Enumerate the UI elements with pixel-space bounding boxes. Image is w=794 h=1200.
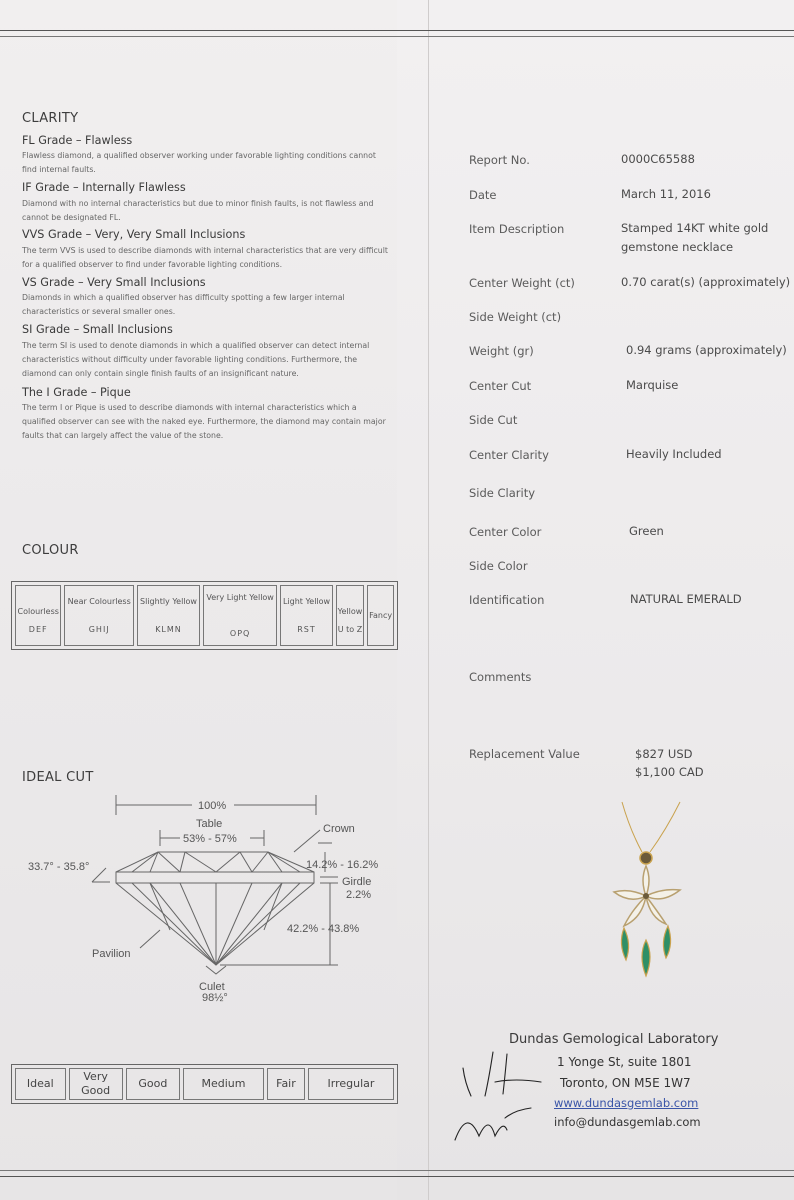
clarity-desc-if: Diamond with no internal characteristics but due to minor finish faults, is not flawless and cannot be designated FL. xyxy=(22,199,374,222)
colour-cell-very-light-yellow: Very Light Yellow OPQ xyxy=(203,585,277,646)
side-clarity-label: Side Clarity xyxy=(469,486,536,500)
signature xyxy=(445,1048,545,1143)
cut-girdle-label: Girdle xyxy=(342,876,372,888)
lab-email[interactable]: info@dundasgemlab.com xyxy=(554,1115,701,1129)
bottom-border xyxy=(0,1176,794,1177)
side-weight-label: Side Weight (ct) xyxy=(469,310,562,324)
bottom-border-inner xyxy=(0,1170,794,1171)
date-value: March 11, 2016 xyxy=(621,187,711,201)
cut-width-label: 100% xyxy=(198,800,227,812)
ideal-cut-diagram xyxy=(20,790,400,1005)
cut-crown-angle: 33.7° - 35.8° xyxy=(28,861,90,873)
clarity-grade-if: IF Grade – Internally Flawless xyxy=(22,181,186,194)
replacement-cad: $1,100 CAD xyxy=(635,765,704,779)
clarity-grade-i: The I Grade – Pique xyxy=(22,386,131,399)
cut-crown-height: 14.2% - 16.2% xyxy=(306,859,379,871)
clarity-grade-vvs: VVS Grade – Very, Very Small Inclusions xyxy=(22,228,246,241)
clarity-heading: CLARITY xyxy=(22,111,79,126)
center-cut-label: Center Cut xyxy=(469,379,532,393)
colour-cell-light-yellow: Light Yellow RST xyxy=(280,585,333,646)
clarity-desc-vs: Diamonds in which a qualified observer has difficulty spotting a few larger internal characteristics or several smaller ones. xyxy=(22,293,345,316)
date-label: Date xyxy=(469,188,497,202)
cut-grade-table xyxy=(11,1064,398,1104)
top-border xyxy=(0,30,794,31)
report-number-label: Report No. xyxy=(469,153,530,167)
cut-pavilion-label: Pavilion xyxy=(92,948,131,960)
colour-scale-table xyxy=(11,581,398,650)
weight-label: Weight (gr) xyxy=(469,344,534,358)
replacement-value-label: Replacement Value xyxy=(469,747,580,761)
cut-culet-label: Culet xyxy=(199,981,225,993)
lab-website-link[interactable]: www.dundasgemlab.com xyxy=(554,1096,699,1110)
colour-cell-near-colourless: Near Colourless GHIJ xyxy=(64,585,134,646)
cut-culet-value: 98½° xyxy=(202,992,228,1004)
lab-address-1: 1 Yonge St, suite 1801 xyxy=(557,1055,692,1069)
side-cut-label: Side Cut xyxy=(469,413,518,427)
colour-cell-slightly-yellow: Slightly Yellow KLMN xyxy=(137,585,200,646)
top-border-inner xyxy=(0,36,794,37)
clarity-desc-vvs: The term VVS is used to describe diamonds with internal characteristics that are very difficult for a qualified observer to find under favorable lighting conditions. xyxy=(22,246,388,269)
center-weight-value: 0.70 carat(s) (approximately) xyxy=(621,275,791,289)
item-description-label: Item Description xyxy=(469,222,565,236)
center-weight-label: Center Weight (ct) xyxy=(469,276,575,290)
clarity-desc-si: The term SI is used to denote diamonds in which a qualified observer can detect internal characteristics without difficulty under favorable lighting conditions. Furthermore, the diamond can only contain single finish faults of an insignificant nature. xyxy=(22,341,370,378)
ideal-cut-heading: IDEAL CUT xyxy=(22,770,94,785)
cut-crown-label: Crown xyxy=(323,823,355,835)
clarity-desc-i: The term I or Pique is used to describe diamonds with internal characteristics which a qualified observer can see with the naked eye. Furthermore, the diamond may contain major faults that can largely affect the value of the stone. xyxy=(22,403,386,440)
center-color-value: Green xyxy=(629,524,664,538)
cut-table-label: Table xyxy=(196,818,223,830)
colour-heading: COLOUR xyxy=(22,543,79,558)
side-color-label: Side Color xyxy=(469,559,528,573)
colour-cell-fancy: Fancy xyxy=(367,585,394,646)
cut-grade-ideal: Ideal xyxy=(15,1068,66,1100)
cut-grade-very-good: Very Good xyxy=(69,1068,123,1100)
item-description-value: Stamped 14KT white gold gemstone necklace xyxy=(621,221,769,254)
clarity-grade-si: SI Grade – Small Inclusions xyxy=(22,323,173,336)
lab-address-2: Toronto, ON M5E 1W7 xyxy=(560,1076,691,1090)
clarity-grade-fl: FL Grade – Flawless xyxy=(22,134,133,147)
center-cut-value: Marquise xyxy=(626,378,679,392)
identification-label: Identification xyxy=(469,593,545,607)
cut-grade-medium: Medium xyxy=(183,1068,264,1100)
identification-value: NATURAL EMERALD xyxy=(630,592,742,606)
clarity-desc-fl: Flawless diamond, a qualified observer working under favorable lighting conditions cannot find internal faults. xyxy=(22,151,376,174)
cut-grade-irregular: Irregular xyxy=(308,1068,394,1100)
cut-grade-fair: Fair xyxy=(267,1068,305,1100)
center-clarity-label: Center Clarity xyxy=(469,448,549,462)
clarity-grade-vs: VS Grade – Very Small Inclusions xyxy=(22,276,206,289)
replacement-usd: $827 USD xyxy=(635,747,693,761)
necklace-photo xyxy=(600,800,700,985)
page-fold xyxy=(428,0,429,1200)
cut-table-range: 53% - 57% xyxy=(183,833,237,845)
colour-cell-yellow: Yellow U to Z xyxy=(336,585,364,646)
cut-girdle-value: 2.2% xyxy=(346,889,372,901)
center-clarity-value: Heavily Included xyxy=(626,447,722,461)
colour-cell-colourless: Colourless DEF xyxy=(15,585,61,646)
report-number-value: 0000C65588 xyxy=(621,152,695,166)
cut-pavilion-depth: 42.2% - 43.8% xyxy=(287,923,360,935)
lab-name: Dundas Gemological Laboratory xyxy=(509,1032,719,1047)
weight-value: 0.94 grams (approximately) xyxy=(626,343,787,357)
comments-label: Comments xyxy=(469,670,532,684)
center-color-label: Center Color xyxy=(469,525,542,539)
cut-grade-good: Good xyxy=(126,1068,180,1100)
